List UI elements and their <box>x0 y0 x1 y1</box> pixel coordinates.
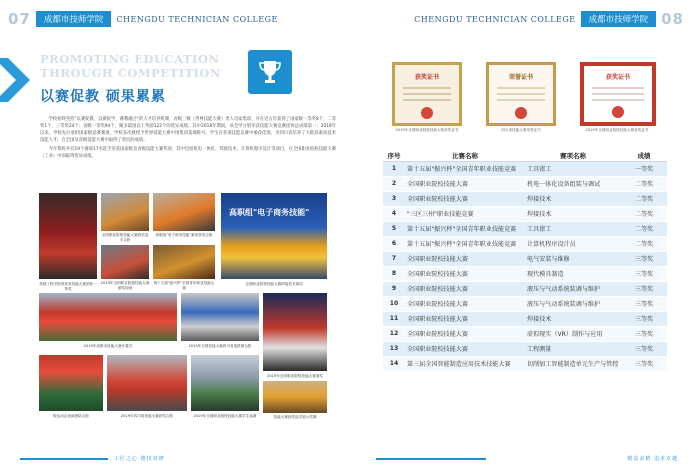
certificate-image <box>580 62 656 126</box>
event-name: 机电一体化设备组装与调试 <box>525 176 621 191</box>
row-number: 12 <box>383 326 405 341</box>
table-header-row <box>383 150 667 161</box>
award-level: 三等奖 <box>621 356 667 371</box>
table-row <box>383 206 667 221</box>
intro-paragraph: 今年我校共有19个赛项17名选手荣获国家级及省级技能大赛奖项，其中包括机电一体化、焊接技术、计算机程序设计等项目，在全国职业院校技能大赛（工业）中国取得优异成绩。 <box>40 147 336 159</box>
competition-name: 全国职业院校技能大赛 <box>405 191 525 206</box>
award-photo <box>38 292 178 342</box>
trophy-badge <box>248 50 292 94</box>
competition-name: 全国职业院校技能大赛 <box>405 311 525 326</box>
certificate-gallery <box>376 62 674 142</box>
competition-name: 全国职业院校技能大赛 <box>405 251 525 266</box>
competition-name: 第十五届"振兴杯"全国青年职业技能竞赛 <box>405 236 525 251</box>
table-row <box>383 251 667 266</box>
certificate-title: 获奖证书 <box>414 74 439 81</box>
footer-rule <box>376 458 486 460</box>
award-level: 二等奖 <box>621 221 667 236</box>
competition-name: 全国职业院校技能大赛 <box>405 326 525 341</box>
award-photo <box>220 192 328 280</box>
event-name: 切削加工智能制造单元生产与管控 <box>525 356 621 371</box>
competition-name: 第十五届"振兴杯"全国青年职业技能竞赛 <box>405 161 525 176</box>
competition-name: 全国职业院校技能大赛 <box>405 341 525 356</box>
column-header: 成绩 <box>621 150 667 161</box>
footer-slogan-right: 精益求精 追求卓越 <box>627 456 678 462</box>
competition-name: 全国职业院校技能大赛 <box>405 296 525 311</box>
award-level: 二等奖 <box>621 236 667 251</box>
table-row <box>383 311 667 326</box>
page-number: 07 <box>8 10 31 28</box>
photo-caption: 2019年全国职业院校技能大赛学生参赛 <box>193 414 257 418</box>
awards-table <box>383 150 667 372</box>
competition-name: 第三届全国智能制造应用技术技能大赛 <box>405 356 525 371</box>
certificate-caption: 2019年全国职业院校技能大赛获奖证书 <box>585 128 649 132</box>
award-photo <box>38 192 98 280</box>
photo-caption: 全国职业院校技能大赛获奖选手合影 <box>101 233 149 242</box>
left-page-header <box>8 10 278 28</box>
photo-caption: 2019年全国职业院校技能大赛颁奖 <box>267 374 323 378</box>
row-number: 11 <box>383 311 405 326</box>
table-row <box>383 296 667 311</box>
award-level: 三等奖 <box>621 326 667 341</box>
event-name: 虚拟现实（VR）制作与应用 <box>525 326 621 341</box>
row-number: 9 <box>383 281 405 296</box>
photo-caption: 机械工程学院荣获省技能大赛团体一等奖 <box>39 282 97 291</box>
photo-caption: 2019年成都市技能大赛开幕式 <box>83 344 133 348</box>
section-title-en-line1: PROMOTING EDUCATION <box>40 52 220 66</box>
event-name: 工程测量 <box>525 341 621 356</box>
row-number: 7 <box>383 251 405 266</box>
award-level: 二等奖 <box>621 206 667 221</box>
event-name: 电气安装与维修 <box>525 251 621 266</box>
certificate-title: 获奖证书 <box>605 74 630 81</box>
row-number: 1 <box>383 161 405 176</box>
award-level: 三等奖 <box>621 266 667 281</box>
competition-name: 全国职业院校技能大赛 <box>405 266 525 281</box>
award-level: 三等奖 <box>621 341 667 356</box>
award-photo <box>180 292 260 342</box>
event-name: 计算机程序设计员 <box>525 236 621 251</box>
award-photo <box>152 192 216 232</box>
photo-caption: 2019年全国职业院校技能大赛颁奖现场 <box>100 281 150 290</box>
row-number: 2 <box>383 176 405 191</box>
row-number: 10 <box>383 296 405 311</box>
row-number: 14 <box>383 356 405 371</box>
row-number: 4 <box>383 206 405 221</box>
college-name-cn: 成都市技师学院 <box>581 11 657 27</box>
award-level: 二等奖 <box>621 191 667 206</box>
photo-caption: 校运动会表演团队合影 <box>53 414 89 418</box>
event-name: 工具钳工 <box>525 221 621 236</box>
column-header: 比赛名称 <box>405 150 525 161</box>
table-row <box>383 191 667 206</box>
award-photo <box>106 354 188 412</box>
table-row <box>383 326 667 341</box>
college-name-cn: 成都市技师学院 <box>36 11 112 27</box>
competition-name: 第十五届"振兴杯"全国青年职业技能竞赛 <box>405 221 525 236</box>
event-name: 焊接技术 <box>525 191 621 206</box>
award-level: 二等奖 <box>621 176 667 191</box>
table-row <box>383 281 667 296</box>
table-row <box>383 266 667 281</box>
award-photo <box>38 354 104 412</box>
event-name: 现代模具制造 <box>525 266 621 281</box>
event-name: 液压与气动系统装调与维护 <box>525 296 621 311</box>
award-level: 三等奖 <box>621 311 667 326</box>
certificate-image <box>392 62 462 126</box>
intro-text <box>40 116 336 160</box>
competition-name: "三区三州"职业技能竞赛 <box>405 206 525 221</box>
table-row <box>383 176 667 191</box>
row-number: 13 <box>383 341 405 356</box>
college-name-en: CHENGDU TECHNICIAN COLLEGE <box>414 14 576 24</box>
award-level: 三等奖 <box>621 251 667 266</box>
certificate-title: 荣誉证书 <box>508 74 533 81</box>
award-level: 三等奖 <box>621 296 667 311</box>
certificate-caption: 四川省技能大赛荣誉证书 <box>501 128 541 132</box>
table-row <box>383 356 667 371</box>
award-photo <box>190 354 260 412</box>
award-photo <box>152 244 216 280</box>
event-name: 液压与气动系统装调与维护 <box>525 281 621 296</box>
photo-caption: 全国职业院校技能大赛焊接技术赛项 <box>245 282 303 286</box>
award-level: 一等奖 <box>621 161 667 176</box>
banner-text-graphic: 高职组"电子商务技能" <box>229 208 310 217</box>
row-number: 8 <box>383 266 405 281</box>
certificate-caption: 2019年全国职业院校技能大赛获奖证书 <box>395 128 459 132</box>
photo-caption: 2019年四川省技能大赛获奖合影 <box>120 414 174 418</box>
right-page-header <box>414 10 684 28</box>
competition-name: 全国职业院校技能大赛 <box>405 281 525 296</box>
page-number: 08 <box>661 10 684 28</box>
intro-paragraph: 学校始终坚持"以赛促教、以赛促学、赛教融合"的人才培养机制，省级三级（世界技能大赛）类人员家集训，并在近五年获得了国家级一等奖8个，二等奖1个，三等奖24个；省级一等奖94个，聚多最国以上奖励122个的优异成绩。其中2018年期间，该全学分别荣获技能大赛竞赛团体总成绩第一；2019年以来，学校先后承担国家级竞赛赛项，学校多次被授予世界技能大赛中国集训基地称号。学生在各项技能竞赛中屡获佳绩，为四川省培养了大批高素质技术技能人才，在全国及省级技能大赛中取得了突出的成绩。 <box>40 117 336 143</box>
event-name: 工具钳工 <box>525 161 621 176</box>
award-photo <box>100 244 150 280</box>
section-title-en-line2: THROUGH COMPETITION <box>40 66 221 80</box>
column-header: 赛项名称 <box>525 150 621 161</box>
section-title-en <box>40 52 221 80</box>
event-name: 焊接技术 <box>525 311 621 326</box>
award-photo <box>262 380 328 414</box>
footer-rule <box>20 458 108 460</box>
trophy-icon <box>255 57 285 87</box>
table-row <box>383 341 667 356</box>
photo-caption: 技能大赛获奖选手展示奖牌 <box>273 415 317 419</box>
photo-caption: 2019年全国技能大赛四川省选拔赛合影 <box>188 344 252 348</box>
award-photo <box>100 192 150 232</box>
chevron-decoration-icon <box>0 58 32 102</box>
row-number: 5 <box>383 221 405 236</box>
row-number: 3 <box>383 191 405 206</box>
column-header: 序号 <box>383 150 405 161</box>
table-row <box>383 236 667 251</box>
footer-slogan-left: 工匠之心 德技双修 <box>114 456 165 462</box>
event-name: 焊接技术 <box>525 206 621 221</box>
photo-caption: 高职组"电子商务技能"赛项获奖合影 <box>155 233 213 237</box>
award-photo <box>262 292 328 372</box>
photo-caption: 第十五届"振兴杯"全国青年职业技能大赛 <box>153 281 215 290</box>
table-row <box>383 161 667 176</box>
row-number: 6 <box>383 236 405 251</box>
certificate-image <box>486 62 556 126</box>
table-row <box>383 221 667 236</box>
college-name-en: CHENGDU TECHNICIAN COLLEGE <box>116 14 278 24</box>
competition-name: 全国职业院校技能大赛 <box>405 176 525 191</box>
section-title-cn: 以赛促教 硕果累累 <box>40 89 166 105</box>
award-level: 三等奖 <box>621 281 667 296</box>
